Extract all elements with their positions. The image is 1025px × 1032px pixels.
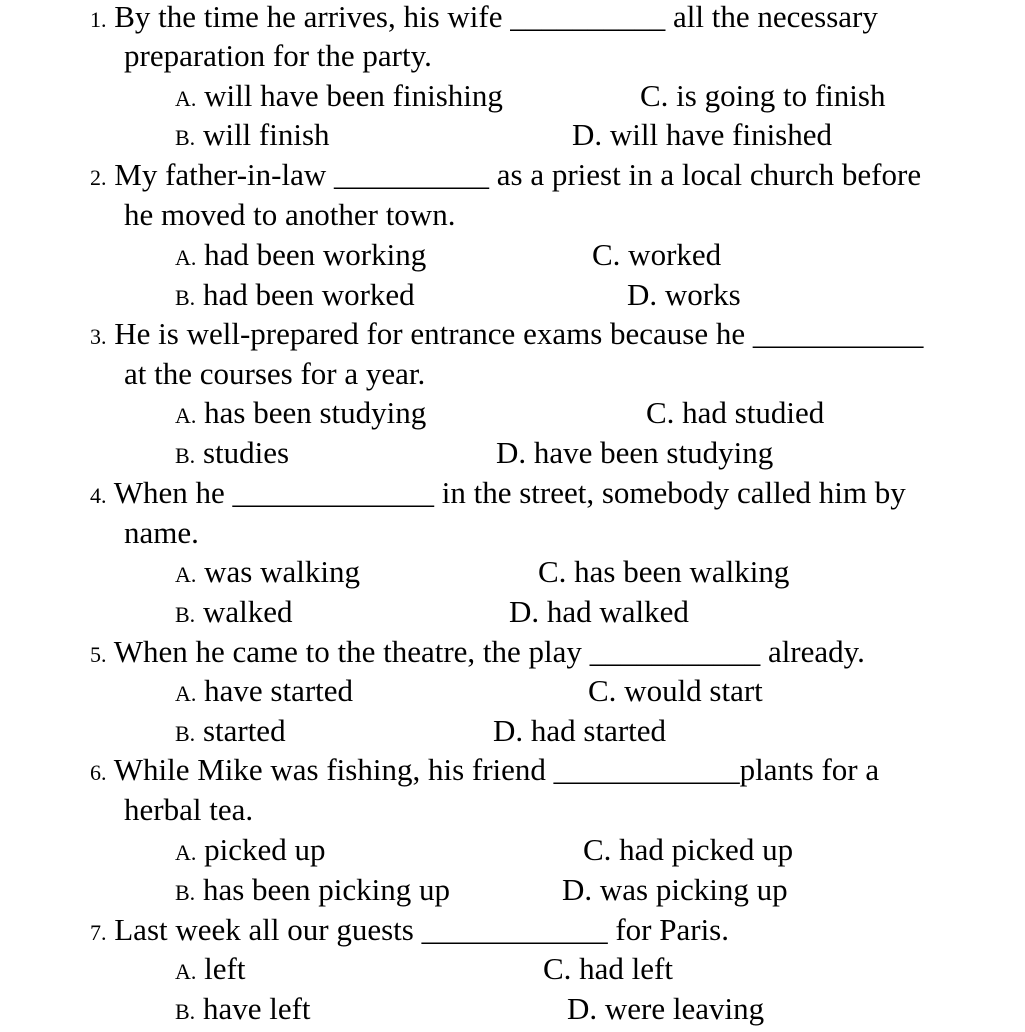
question-1-stem <box>90 0 878 40</box>
answer-blank: ___________ <box>752 316 924 351</box>
question-5-stem <box>90 632 865 675</box>
question-number: 4. <box>90 483 107 508</box>
option-b <box>175 433 289 476</box>
question-6-stem <box>90 750 879 793</box>
option-c: C. had left <box>543 951 673 986</box>
option-a <box>175 949 245 992</box>
option-a <box>175 76 503 119</box>
option-a <box>175 235 426 278</box>
option-letter: A. <box>175 86 197 111</box>
question-number: 1. <box>90 7 107 32</box>
option-d: D. were leaving <box>567 991 765 1026</box>
answer-blank: ____________ <box>421 912 608 947</box>
option-letter: A. <box>175 959 197 984</box>
option-text: will have been finishing <box>204 78 503 113</box>
question-number: 5. <box>90 642 107 667</box>
option-text: have started <box>204 673 354 708</box>
question-number: 3. <box>90 324 107 349</box>
answer-blank: __________ <box>510 0 666 34</box>
option-letter: B. <box>175 602 196 627</box>
option-a <box>175 552 360 595</box>
option-letter: B. <box>175 125 196 150</box>
option-text: will finish <box>202 117 330 152</box>
question-text: When he <box>113 475 225 510</box>
option-letter: B. <box>175 285 196 310</box>
option-d: D. will have finished <box>572 117 833 152</box>
question-text: Last week all our guests <box>114 912 414 947</box>
question-3-stem <box>90 314 923 357</box>
option-b <box>175 592 292 635</box>
answer-blank: ___________ <box>589 634 761 669</box>
option-text: was walking <box>204 554 360 589</box>
question-text: When he came to the theatre, the play <box>113 634 582 669</box>
option-letter: A. <box>175 562 197 587</box>
option-letter: B. <box>175 999 196 1024</box>
question-text: all the necessary <box>673 0 878 34</box>
option-d: D. was picking up <box>562 872 788 907</box>
option-text: had been worked <box>202 277 415 312</box>
option-d: D. have been studying <box>496 435 774 470</box>
option-letter: B. <box>175 721 196 746</box>
option-a <box>175 393 426 436</box>
option-d: D. works <box>627 277 741 312</box>
option-c: C. is going to finish <box>640 78 886 113</box>
answer-blank: _____________ <box>232 475 434 510</box>
option-text: have left <box>202 991 311 1026</box>
option-d: D. had started <box>493 713 667 748</box>
option-text: left <box>204 951 246 986</box>
question-text: While Mike was fishing, his friend <box>113 752 546 787</box>
question-text: in the street, somebody called him by <box>441 475 906 510</box>
question-text: He is well-prepared for entrance exams because he <box>114 316 746 351</box>
question-text: By the time he arrives, his wife <box>114 0 503 34</box>
option-text: started <box>202 713 286 748</box>
option-text: had been working <box>204 237 427 272</box>
option-c: C. worked <box>592 237 722 272</box>
answer-blank: __________ <box>334 157 489 192</box>
question-2-stem-continued: he moved to another town. <box>124 197 456 232</box>
option-b <box>175 275 415 318</box>
option-b <box>175 115 330 158</box>
option-letter: A. <box>175 245 197 270</box>
question-text: as a priest in a local church before <box>496 157 922 192</box>
option-text: picked up <box>204 832 326 867</box>
option-a <box>175 671 353 714</box>
question-6-stem-continued: herbal tea. <box>124 792 254 827</box>
question-text: My father-in-law <box>114 157 327 192</box>
option-a <box>175 830 326 873</box>
answer-blank: ____________ <box>553 752 740 787</box>
question-1-stem-continued: preparation for the party. <box>124 38 432 73</box>
question-4-stem-continued: name. <box>124 515 199 550</box>
question-text: already. <box>767 634 865 669</box>
option-c: C. had picked up <box>583 832 794 867</box>
question-text: plants for a <box>739 752 880 787</box>
option-letter: A. <box>175 681 197 706</box>
question-number: 2. <box>90 165 107 190</box>
option-text: has been studying <box>204 395 427 430</box>
question-7-stem <box>90 910 729 953</box>
question-2-stem <box>90 155 921 198</box>
question-3-stem-continued: at the courses for a year. <box>124 356 426 391</box>
option-text: has been picking up <box>202 872 451 907</box>
option-c: C. had studied <box>646 395 825 430</box>
question-number: 7. <box>90 920 107 945</box>
option-text: walked <box>202 594 293 629</box>
question-4-stem <box>90 473 906 516</box>
option-c: C. has been walking <box>538 554 790 589</box>
option-text: studies <box>202 435 290 470</box>
option-letter: A. <box>175 840 197 865</box>
option-letter: B. <box>175 880 196 905</box>
option-letter: A. <box>175 403 197 428</box>
option-b <box>175 711 286 754</box>
option-b <box>175 870 450 913</box>
question-number: 6. <box>90 760 107 785</box>
question-text: for Paris. <box>615 912 729 947</box>
option-c: C. would start <box>588 673 763 708</box>
option-letter: B. <box>175 443 196 468</box>
option-d: D. had walked <box>509 594 689 629</box>
